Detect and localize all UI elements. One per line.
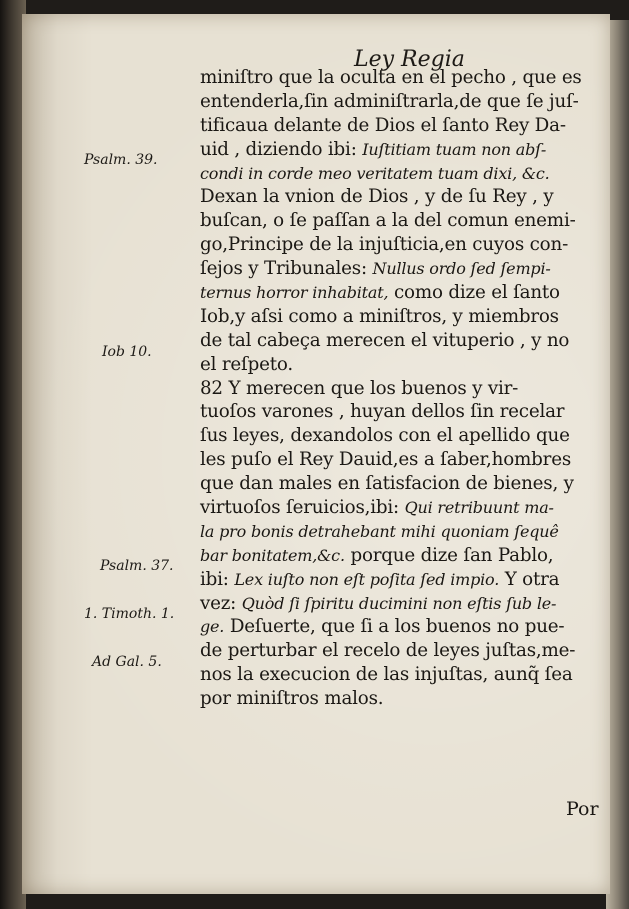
line-text: Deſuerte, que ſi a los buenos no pue- xyxy=(224,616,565,638)
line-text: ſus leyes, dexandolos con el apellido que xyxy=(200,425,570,447)
margin-note-timoth1: 1. Timoth. 1. xyxy=(84,606,175,622)
latin-quote: Quòd ſi ſpiritu ducimini non eſtis ſub le- xyxy=(241,593,557,613)
latin-quote: ternus horror inhabitat, xyxy=(200,283,389,303)
text-line xyxy=(200,377,605,401)
text-line xyxy=(200,353,605,377)
latin-quote: bar bonitatem,&c. xyxy=(200,545,345,565)
margin-note-psalm39: Psalm. 39. xyxy=(84,152,158,168)
line-text: buſcan, o ſe paſſan a la del comun enemi- xyxy=(200,210,576,232)
text-line xyxy=(200,114,605,138)
line-text: les puſo el Rey Dauid,es a ſaber,hombres xyxy=(200,449,572,471)
latin-quote: condi in corde meo veritatem tuam dixi, &c. xyxy=(200,163,550,183)
line-text: el reſpeto. xyxy=(200,353,293,375)
line-text: ſejos y Tribunales: xyxy=(200,258,373,280)
line-text: como dize el ſanto xyxy=(388,282,560,304)
text-line xyxy=(200,90,605,114)
latin-quote: Qui retribuunt ma- xyxy=(404,498,554,518)
text-line xyxy=(200,424,605,448)
text-line xyxy=(200,639,605,663)
latin-quote: ge. xyxy=(200,617,225,637)
line-text: porque dize ſan Pablo, xyxy=(344,544,554,566)
text-line xyxy=(200,568,605,592)
line-text: de tal cabeça merecen el vituperio , y no xyxy=(200,329,570,351)
line-text: nos la execucion de las injuſtas, aunq̃ ſea xyxy=(200,664,573,686)
text-line xyxy=(200,400,605,424)
line-text: de perturbar el recelo de leyes juſtas,me- xyxy=(200,640,576,662)
line-text: go,Principe de la injuſticia,en cuyos con- xyxy=(200,234,569,256)
line-text: que dan males en ſatisfacion de bienes, y xyxy=(200,473,574,495)
line-text: vez: xyxy=(200,592,242,614)
text-line xyxy=(200,138,605,162)
margin-note-psalm37: Psalm. 37. xyxy=(100,558,174,574)
text-line xyxy=(200,66,605,90)
text-line xyxy=(200,520,605,544)
text-line xyxy=(200,329,605,353)
catchword: Por xyxy=(566,798,599,820)
text-line xyxy=(200,209,605,233)
text-line xyxy=(200,257,605,281)
text-line xyxy=(200,305,605,329)
latin-quote: Nullus ordo ſed ſempi- xyxy=(372,259,551,279)
line-text: ibi: xyxy=(200,568,235,590)
line-text: uid , diziendo ibi: xyxy=(200,138,363,160)
text-line xyxy=(200,592,605,616)
line-text: miniſtro que la oculta en el pecho , que es xyxy=(200,67,582,88)
margin-note-adgal5: Ad Gal. 5. xyxy=(92,654,162,670)
text-line xyxy=(200,281,605,305)
text-line xyxy=(200,615,605,639)
text-line xyxy=(200,496,605,520)
line-text: Dexan la vnion de Dios , y de ſu Rey , y xyxy=(200,186,554,208)
text-line xyxy=(200,448,605,472)
line-text: por miniſtros malos. xyxy=(200,688,384,710)
margin-note-iob10: Iob 10. xyxy=(102,344,152,360)
latin-quote: la pro bonis detrahebant mihi quoniam ſequê xyxy=(200,521,559,541)
line-text: tuoſos varones , huyan dellos ſin recelar xyxy=(200,401,565,423)
line-text: tificaua delante de Dios el ſanto Rey Da- xyxy=(200,114,566,136)
line-text: 82 Y merecen que los buenos y vir- xyxy=(200,377,519,399)
running-title: Ley Regia xyxy=(354,47,465,72)
text-line xyxy=(200,233,605,257)
text-line xyxy=(200,472,605,496)
line-text: Y otra xyxy=(499,568,560,590)
text-line xyxy=(200,544,605,568)
text-line xyxy=(200,162,605,186)
line-text: virtuoſos ſeruicios,ibi: xyxy=(200,497,405,519)
line-text: Iob,y aſsi como a miniſtros, y miembros xyxy=(200,305,559,327)
text-line xyxy=(200,185,605,209)
latin-quote: Lex iuſto non eſt poſita ſed impio. xyxy=(234,569,500,589)
latin-quote: Iuſtitiam tuam non abſ- xyxy=(362,139,547,159)
text-line xyxy=(200,687,605,711)
line-text: entenderla,ſin adminiſtrarla,de que ſe juſ- xyxy=(200,90,579,112)
body-text xyxy=(200,66,605,711)
text-line xyxy=(200,663,605,687)
